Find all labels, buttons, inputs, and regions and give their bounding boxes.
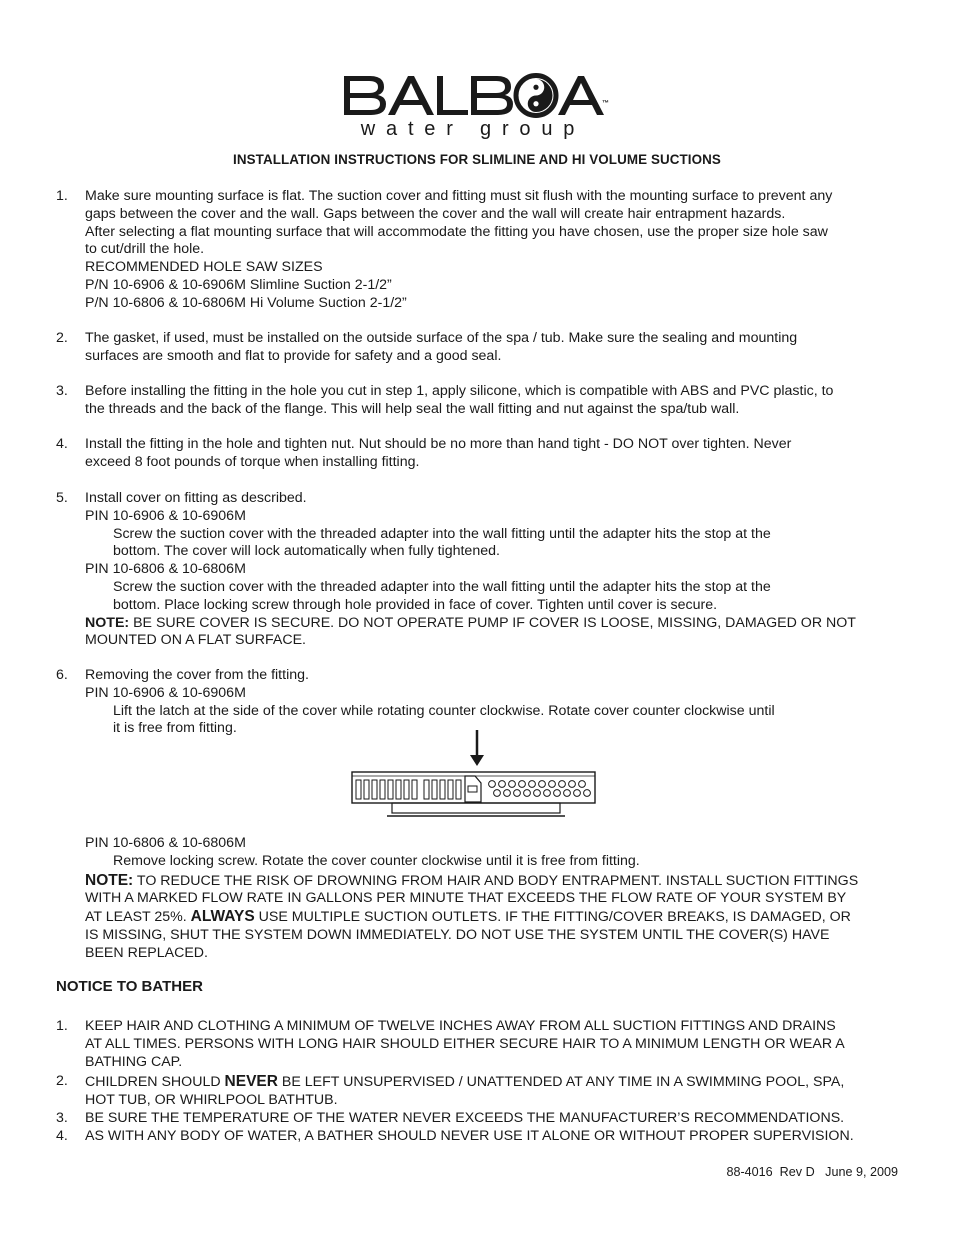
- document-title: INSTALLATION INSTRUCTIONS FOR SLIMLINE AND HI VOLUME SUCTIONS: [233, 152, 721, 167]
- notice-number: 2.: [56, 1073, 68, 1089]
- step-number: 6.: [56, 667, 68, 683]
- notice-emphasis: NEVER: [224, 1073, 278, 1090]
- step-line: Before installing the fitting in the hole you cut in step 1, apply silicone, which is compatible with ABS and PVC plastic, to: [85, 383, 834, 399]
- note-emphasis: ALWAYS: [190, 908, 255, 926]
- notice-item-4: [56, 1128, 906, 1146]
- step-line: bottom. Place locking screw through hole provided in face of cover. Tighten until cover is secure.: [113, 596, 718, 613]
- note-text: USE MULTIPLE SUCTION OUTLETS. IF THE FITTING/COVER BREAKS, IS DAMAGED, OR: [254, 909, 851, 926]
- step-line: Make sure mounting surface is flat. The suction cover and fitting must sit flush with the mounting surface to prevent any: [85, 188, 833, 204]
- step-3: [56, 383, 906, 419]
- step-5: [56, 490, 906, 650]
- pin-label: PIN 10-6806 & 10-6806M: [85, 561, 246, 578]
- step-number: 1.: [56, 188, 68, 204]
- notice-line: HOT TUB, OR WHIRLPOOL BATHTUB.: [85, 1091, 338, 1108]
- step-line: to cut/drill the hole.: [85, 241, 205, 258]
- step-line: gaps between the cover and the wall. Gaps between the cover and the wall will create hair entrapment hazards.: [85, 205, 786, 222]
- step-number: 5.: [56, 490, 68, 506]
- notice-line: BATHING CAP.: [85, 1053, 183, 1070]
- notice-line: AT ALL TIMES. PERSONS WITH LONG HAIR SHOULD EITHER SECURE HAIR TO A MINIMUM LENGTH OR WEAR A: [85, 1035, 845, 1052]
- hole-saw-hi-volume: P/N 10-6806 & 10-6806M Hi Volume Suction 2-1/2”: [85, 294, 407, 311]
- note-line: MOUNTED ON A FLAT SURFACE.: [85, 632, 306, 649]
- step-line: The gasket, if used, must be installed on the outside surface of the spa / tub. Make sure the sealing and mounting: [85, 330, 798, 346]
- hole-saw-heading: RECOMMENDED HOLE SAW SIZES: [85, 259, 323, 276]
- notice-line: KEEP HAIR AND CLOTHING A MINIMUM OF TWELVE INCHES AWAY FROM ALL SUCTION FITTINGS AND DRAINS: [85, 1018, 836, 1034]
- step-4: [56, 436, 906, 472]
- logo-tm: ™: [602, 100, 609, 107]
- logo-tagline: water group: [360, 118, 586, 140]
- notice-line: [85, 1073, 906, 1092]
- pin-label: PIN 10-6906 & 10-6906M: [85, 507, 246, 524]
- suction-cover-illustration: [349, 728, 599, 820]
- notice-line: AS WITH ANY BODY OF WATER, A BATHER SHOULD NEVER USE IT ALONE OR WITHOUT PROPER SUPERVISION.: [85, 1128, 854, 1144]
- step-1: [56, 188, 906, 313]
- hole-saw-slimline: P/N 10-6906 & 10-6906M Slimline Suction 2-1/2”: [85, 276, 392, 293]
- note-line: [85, 615, 906, 633]
- suction-cover-diagram: [349, 728, 599, 820]
- step-line: Lift the latch at the side of the cover while rotating counter clockwise. Rotate cover counter clockwise until: [113, 702, 775, 719]
- note-line: [85, 908, 906, 927]
- step-line: Remove locking screw. Rotate the cover counter clockwise until it is free from fitting.: [113, 852, 640, 869]
- step-line: surfaces are smooth and flat to provide for safety and a good seal.: [85, 347, 502, 364]
- step-line: Screw the suction cover with the threaded adapter into the wall fitting until the adapter hits the stop at the: [113, 578, 771, 595]
- step-intro: Install cover on fitting as described.: [85, 490, 307, 506]
- notice-item-2: [56, 1073, 906, 1110]
- balboa-logo: [340, 70, 614, 142]
- notice-text: CHILDREN SHOULD: [85, 1074, 225, 1090]
- note-line: [85, 872, 906, 891]
- step-line: the threads and the back of the flange. This will help seal the wall fitting and nut against the spa/tub wall.: [85, 400, 740, 417]
- note-line: WITH A MARKED FLOW RATE IN GALLONS PER MINUTE THAT EXCEEDS THE FLOW RATE OF YOUR SYSTEM BY: [85, 890, 847, 907]
- pin-label: PIN 10-6906 & 10-6906M: [85, 684, 246, 701]
- notice-number: 1.: [56, 1018, 68, 1034]
- note-text: AT LEAST 25%.: [85, 909, 191, 926]
- step-line: it is free from fitting.: [113, 720, 237, 737]
- step-intro: Removing the cover from the fitting.: [85, 667, 309, 683]
- notice-text: BE LEFT UNSUPERVISED / UNATTENDED AT ANY TIME IN A SWIMMING POOL, SPA,: [277, 1074, 845, 1090]
- latch-arrow-head: [470, 755, 484, 766]
- note-text: BE SURE COVER IS SECURE. DO NOT OPERATE PUMP IF COVER IS LOOSE, MISSING, DAMAGED OR NOT: [129, 614, 856, 631]
- notice-heading: NOTICE TO BATHER: [56, 978, 203, 995]
- note-text: TO REDUCE THE RISK OF DROWNING FROM HAIR AND BODY ENTRAPMENT. INSTALL SUCTION FITTINGS: [133, 872, 859, 889]
- step-line: Install the fitting in the hole and tighten nut. Nut should be no more than hand tight - DO NOT over tighten. Never: [85, 436, 792, 452]
- notice-line: BE SURE THE TEMPERATURE OF THE WATER NEVER EXCEEDS THE MANUFACTURER’S RECOMMENDATIONS.: [85, 1110, 845, 1126]
- pin-label: PIN 10-6806 & 10-6806M: [85, 835, 246, 851]
- note-line: BEEN REPLACED.: [85, 944, 208, 961]
- notice-item-3: [56, 1110, 906, 1128]
- notice-number: 4.: [56, 1128, 68, 1144]
- step-line: Screw the suction cover with the threaded adapter into the wall fitting until the adapter hits the stop at the: [113, 525, 771, 542]
- step-number: 4.: [56, 436, 68, 452]
- notice-item-1: [56, 1018, 906, 1071]
- document-code: 88-4016 Rev D June 9, 2009: [726, 1165, 898, 1179]
- notice-number: 3.: [56, 1110, 68, 1126]
- note-line: IS MISSING, SHUT THE SYSTEM DOWN IMMEDIATELY. DO NOT USE THE SYSTEM UNTIL THE COVER(S) HAVE: [85, 926, 830, 943]
- step-number: 2.: [56, 330, 68, 346]
- step-number: 3.: [56, 383, 68, 399]
- step-line: bottom. The cover will lock automatically when fully tightened.: [113, 543, 500, 560]
- note-label: NOTE:: [85, 614, 130, 631]
- step-line: After selecting a flat mounting surface that will accommodate the fitting you have chosen, use the proper size hole saw: [85, 223, 828, 240]
- step-line: exceed 8 foot pounds of torque when installing fitting.: [85, 453, 420, 470]
- step-6-continued: [56, 835, 906, 963]
- note-label: NOTE:: [85, 871, 134, 889]
- step-2: [56, 330, 906, 366]
